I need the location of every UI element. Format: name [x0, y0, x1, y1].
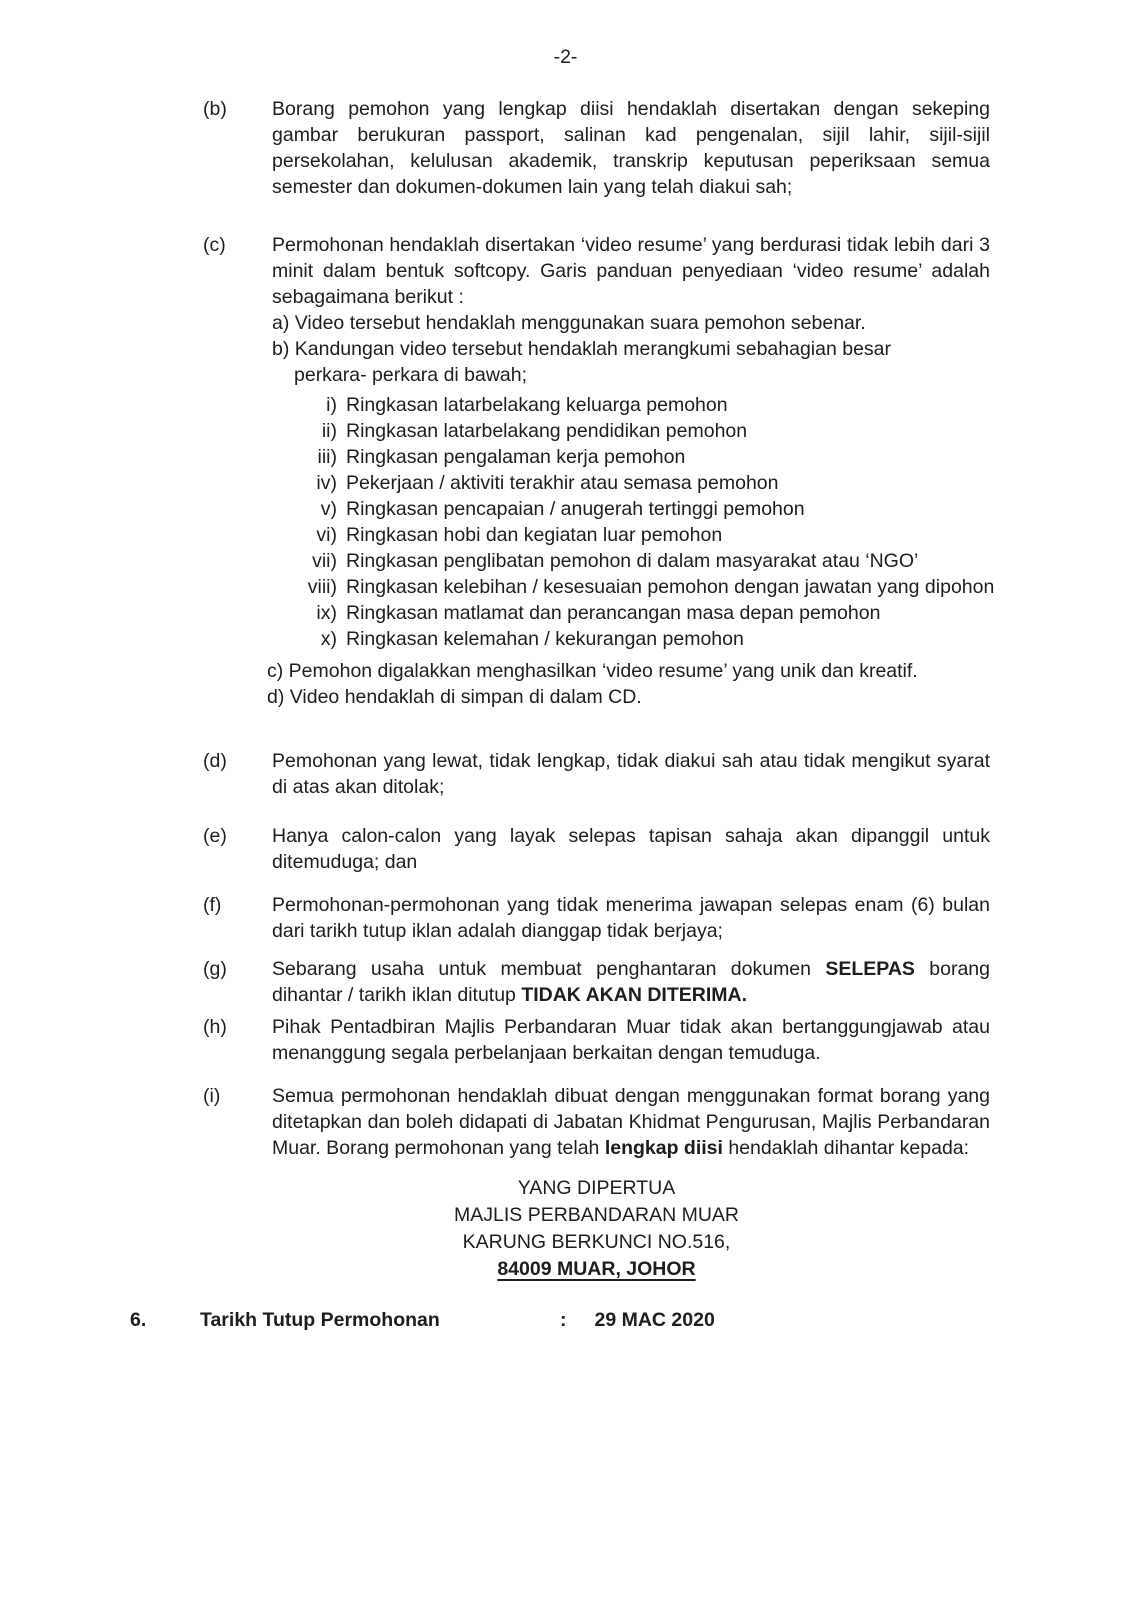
roman-item-7: [272, 548, 990, 574]
item-g-label: (g): [203, 958, 227, 980]
roman-item-2: [272, 418, 990, 444]
roman-text: Ringkasan hobi dan kegiatan luar pemohon: [346, 524, 723, 546]
closing-label: Tarikh Tutup Permohonan: [200, 1309, 440, 1331]
address-line-1: YANG DIPERTUA: [517, 1177, 676, 1199]
item-i-bold: lengkap diisi: [604, 1137, 723, 1159]
item-g-text: [272, 956, 990, 1008]
item-e: [203, 823, 990, 875]
item-b-label: (b): [203, 98, 227, 120]
roman-marker: ii): [321, 420, 337, 442]
roman-marker: ix): [316, 602, 337, 624]
item-g-text-part2: borang dihantar / tarikh iklan ditutup: [272, 958, 991, 1006]
item-h: [203, 1014, 990, 1066]
item-d: [203, 748, 990, 800]
address-line-2: MAJLIS PERBANDARAN MUAR: [454, 1204, 739, 1226]
roman-item-1: [272, 392, 990, 418]
item-f-text: Permohonan-permohonan yang tidak menerima jawapan selepas enam (6) bulan dari tarikh tutup iklan adalah dianggap tidak berjaya;: [272, 894, 990, 942]
item-b: [203, 96, 990, 200]
item-i: [203, 1083, 990, 1161]
roman-marker: i): [326, 394, 337, 416]
page-number: -2-: [553, 46, 578, 68]
address-line-4: 84009 MUAR, JOHOR: [497, 1258, 696, 1280]
item-c-sub-a: a) Video tersebut hendaklah menggunakan suara pemohon sebenar.: [272, 312, 866, 334]
roman-marker: vii): [312, 550, 337, 572]
roman-text: Ringkasan penglibatan pemohon di dalam masyarakat atau ‘NGO’: [346, 550, 919, 572]
roman-text: Ringkasan latarbelakang pendidikan pemohon: [346, 420, 748, 442]
item-g-text-part1: Sebarang usaha untuk membuat penghantaran dokumen: [272, 958, 826, 980]
roman-item-10: [272, 626, 990, 652]
roman-marker: x): [320, 628, 337, 650]
item-h-text: Pihak Pentadbiran Majlis Perbandaran Muar tidak akan bertanggungjawab atau menanggung segala perbelanjaan berkaitan dengan temuduga.: [272, 1016, 990, 1064]
roman-text: Ringkasan pencapaian / anugerah tertinggi pemohon: [346, 498, 805, 520]
roman-item-9: [272, 600, 990, 626]
roman-marker: iii): [317, 446, 337, 468]
roman-text: Ringkasan latarbelakang keluarga pemohon: [346, 394, 728, 416]
item-e-label: (e): [203, 825, 227, 847]
roman-text: Ringkasan pengalaman kerja pemohon: [346, 446, 686, 468]
item-f-label: (f): [203, 894, 222, 916]
closing-separator: :: [560, 1309, 567, 1331]
roman-item-8: [272, 574, 995, 600]
item-c: [203, 232, 995, 710]
roman-item-6: [272, 522, 990, 548]
closing-value: 29 MAC 2020: [594, 1309, 715, 1331]
item-g-bold1: SELEPAS: [825, 958, 915, 980]
roman-list: [272, 392, 995, 652]
item-c-sub-b-line2: perkara- perkara di bawah;: [294, 364, 528, 386]
item-i-text-part1: Semua permohonan hendaklah dibuat dengan menggunakan format borang yang ditetapkan dan boleh didapati di Jabatan Khidmat Pengurusan, Majlis Perbandaran Muar. Borang permohonan yang telah: [272, 1085, 990, 1159]
item-e-text: Hanya calon-calon yang layak selepas tapisan sahaja akan dipanggil untuk ditemuduga; dan: [272, 825, 990, 873]
item-d-text: Pemohonan yang lewat, tidak lengkap, tidak diakui sah atau tidak mengikut syarat di atas akan ditolak;: [272, 750, 990, 798]
item-c-body: [267, 232, 995, 710]
address-line-3: KARUNG BERKUNCI NO.516,: [462, 1231, 731, 1253]
roman-text: Pekerjaan / aktiviti terakhir atau semasa pemohon: [346, 472, 779, 494]
roman-text: Ringkasan kelemahan / kekurangan pemohon: [346, 628, 744, 650]
item-g-bold2: TIDAK AKAN DITERIMA.: [521, 984, 747, 1006]
roman-item-3: [272, 444, 990, 470]
roman-marker: iv): [316, 472, 337, 494]
item-i-label: (i): [203, 1085, 221, 1107]
closing-date-row: [130, 1307, 990, 1333]
item-c-sub-c: c) Pemohon digalakkan menghasilkan ‘video resume’ yang unik dan kreatif.: [267, 660, 918, 682]
roman-text: Ringkasan matlamat dan perancangan masa depan pemohon: [346, 602, 881, 624]
item-i-text-part2: hendaklah dihantar kepada:: [722, 1137, 970, 1159]
item-c-sub-b-line1: b) Kandungan video tersebut hendaklah merangkumi sebahagian besar: [272, 338, 892, 360]
item-i-text: [272, 1083, 990, 1161]
address-block: [203, 1175, 990, 1283]
document-content: [130, 96, 995, 1333]
roman-item-5: [272, 496, 990, 522]
roman-item-4: [272, 470, 990, 496]
item-f: [203, 892, 990, 944]
item-c-label: (c): [203, 234, 226, 256]
roman-marker: vi): [316, 524, 337, 546]
roman-text: Ringkasan kelebihan / kesesuaian pemohon dengan jawatan yang dipohon: [346, 576, 995, 598]
item-c-intro: Permohonan hendaklah disertakan ‘video resume’ yang berdurasi tidak lebih dari 3 minit dalam bentuk softcopy. Garis panduan penyediaan ‘video resume’ adalah sebagaimana berikut :: [272, 234, 990, 308]
item-c-sub-d: d) Video hendaklah di simpan di dalam CD.: [267, 686, 642, 708]
closing-number: 6.: [130, 1309, 147, 1331]
roman-marker: v): [320, 498, 337, 520]
item-b-text: Borang pemohon yang lengkap diisi hendaklah disertakan dengan sekeping gambar berukuran passport, salinan kad pengenalan, sijil lahir, sijil-sijil persekolahan, kelulusan akademik, transkrip keputusan peperiksaan semua semester dan dokumen-dokumen lain yang telah diakui sah;: [272, 98, 990, 198]
item-h-label: (h): [203, 1016, 227, 1038]
roman-marker: viii): [307, 576, 337, 598]
item-g: [203, 956, 990, 1008]
item-d-label: (d): [203, 750, 227, 772]
